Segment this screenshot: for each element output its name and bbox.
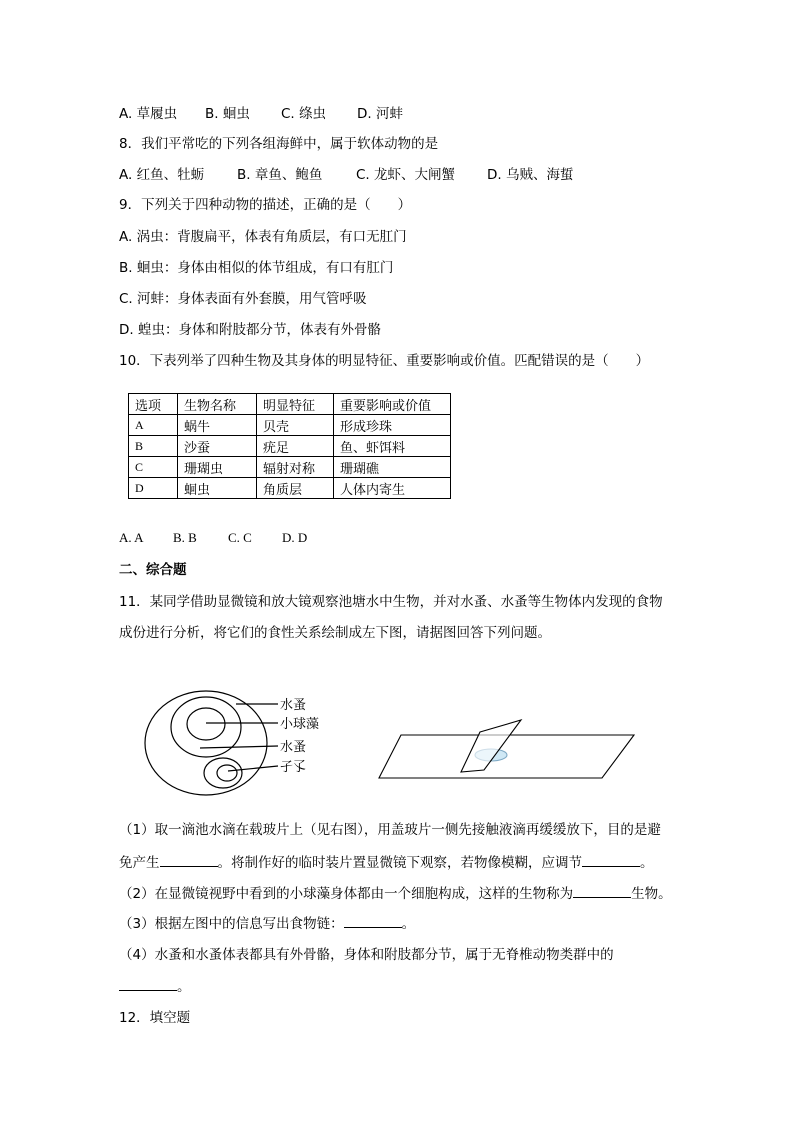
q10-option-c: C. C bbox=[228, 530, 252, 545]
q7-option-c: C. 绦虫 bbox=[281, 106, 327, 122]
q11-p1-line1: （1）取一滴池水滴在载玻片上（见右图），用盖玻片一侧先接触液滴再缓缓放下，目的是避 bbox=[119, 822, 661, 838]
q11-p1-text: 。将制作好的临时装片置显微镜下观察，若物像模糊，应调节 bbox=[217, 855, 582, 871]
q11-stem-line2: 成份进行分析，将它们的食性关系绘制成左下图，请据图回答下列问题。 bbox=[119, 625, 551, 641]
q11-p4-line2 bbox=[119, 976, 191, 997]
q11-figure bbox=[140, 685, 700, 797]
table-cell: C bbox=[129, 457, 178, 478]
q9-option-a: A. 涡虫：背腹扁平，体表有角质层，有口无肛门 bbox=[119, 229, 407, 245]
q7-option-a: A. 草履虫 bbox=[119, 106, 178, 122]
answer-blank[interactable] bbox=[119, 976, 177, 991]
table-cell: 蜗牛 bbox=[178, 415, 257, 436]
table-cell: 人体内寄生 bbox=[334, 478, 451, 499]
q8-option-d: D. 乌贼、海蜇 bbox=[487, 167, 574, 183]
slide-diagram bbox=[379, 720, 634, 778]
q7-option-b: B. 蛔虫 bbox=[205, 106, 250, 122]
table-cell: 角质层 bbox=[257, 478, 334, 499]
table-cell: 疣足 bbox=[257, 436, 334, 457]
label-xiaoqiuzao: 小球藻 bbox=[280, 717, 320, 732]
q10-stem: 10．下表列举了四种生物及其身体的明显特征、重要影响或价值。匹配错误的是（ ） bbox=[119, 353, 650, 369]
q11-stem-line1: 11．某同学借助显微镜和放大镜观察池塘水中生物，并对水蚤、水蚤等生物体内发现的食物 bbox=[119, 594, 663, 610]
table-row bbox=[129, 415, 451, 436]
label-jiejue: 孑孓 bbox=[280, 760, 307, 775]
q9-option-d: D. 蝗虫：身体和附肢都分节，体表有外骨骼 bbox=[119, 322, 381, 338]
food-relation-diagram bbox=[145, 691, 278, 795]
table-header-cell: 重要影响或价值 bbox=[334, 394, 451, 415]
small-circle-outer bbox=[204, 758, 242, 788]
table-cell: 蛔虫 bbox=[178, 478, 257, 499]
table-cell: D bbox=[129, 478, 178, 499]
q11-p4-text: 。 bbox=[177, 979, 191, 995]
answer-blank[interactable] bbox=[160, 852, 218, 867]
table-cell: 沙蚕 bbox=[178, 436, 257, 457]
q10-table bbox=[128, 393, 451, 499]
q8-option-b: B. 章鱼、鲍鱼 bbox=[237, 167, 323, 183]
q9-option-c: C. 河蚌：身体表面有外套膜，用气管呼吸 bbox=[119, 291, 367, 307]
table-header-cell: 生物名称 bbox=[178, 394, 257, 415]
table-cell: 形成珍珠 bbox=[334, 415, 451, 436]
label-shuizao-1: 水蚤 bbox=[280, 698, 307, 713]
q10-option-d: D. D bbox=[282, 530, 308, 545]
table-cell: 珊瑚虫 bbox=[178, 457, 257, 478]
q8-option-a: A. 红鱼、牡蛎 bbox=[119, 167, 205, 183]
label-shuizao-2: 水蚤 bbox=[280, 740, 307, 755]
table-row bbox=[129, 436, 451, 457]
q7-option-d: D. 河蚌 bbox=[357, 106, 403, 122]
table-header-cell: 选项 bbox=[129, 394, 178, 415]
q11-p2-text: 生物。 bbox=[631, 886, 672, 902]
table-cell: 珊瑚礁 bbox=[334, 457, 451, 478]
q11-p3-text: （3）根据左图中的信息写出食物链： bbox=[119, 916, 344, 932]
q10-options bbox=[119, 528, 307, 548]
table-cell: 鱼、虾饵料 bbox=[334, 436, 451, 457]
q9-stem: 9．下列关于四种动物的描述，正确的是（ ） bbox=[119, 197, 412, 213]
section-heading: 二、综合题 bbox=[119, 562, 187, 578]
cover-slip bbox=[461, 720, 521, 772]
q12-stem: 12．填空题 bbox=[119, 1010, 191, 1026]
table-cell: A bbox=[129, 415, 178, 436]
q7-options bbox=[119, 104, 403, 124]
table-header-row bbox=[129, 394, 451, 415]
q11-p2 bbox=[119, 883, 672, 904]
answer-blank[interactable] bbox=[573, 883, 631, 898]
q11-p2-text: （2）在显微镜视野中看到的小球藻身体都由一个细胞构成，这样的生物称为 bbox=[119, 886, 574, 902]
table-cell: B bbox=[129, 436, 178, 457]
table-row bbox=[129, 478, 451, 499]
q10-option-b: B. B bbox=[173, 530, 197, 545]
q11-p1-line2 bbox=[119, 852, 654, 873]
q8-stem: 8．我们平常吃的下列各组海鲜中，属于软体动物的是 bbox=[119, 136, 439, 152]
q8-option-c: C. 龙虾、大闸蟹 bbox=[356, 167, 456, 183]
inner-circle bbox=[187, 708, 225, 740]
food-relation-labels bbox=[280, 697, 319, 775]
q11-p1-text: 。 bbox=[640, 855, 654, 871]
table-row bbox=[129, 457, 451, 478]
q8-options bbox=[119, 165, 573, 185]
q11-p3-text: 。 bbox=[401, 916, 416, 932]
small-circle-inner bbox=[217, 765, 237, 781]
q9-option-b: B. 蛔虫：身体由相似的体节组成，有口有肛门 bbox=[119, 260, 394, 276]
answer-blank[interactable] bbox=[582, 852, 640, 867]
table-header-cell: 明显特征 bbox=[257, 394, 334, 415]
q11-p4-line1: （4）水蚤和水蚤体表都具有外骨骼，身体和附肢都分节，属于无脊椎动物类群中的 bbox=[119, 947, 614, 963]
q11-p3 bbox=[119, 913, 415, 934]
table-cell: 辐射对称 bbox=[257, 457, 334, 478]
q10-option-a: A. A bbox=[119, 530, 144, 545]
table-cell: 贝壳 bbox=[257, 415, 334, 436]
answer-blank[interactable] bbox=[344, 913, 402, 928]
q11-p1-text: 免产生 bbox=[119, 855, 160, 871]
